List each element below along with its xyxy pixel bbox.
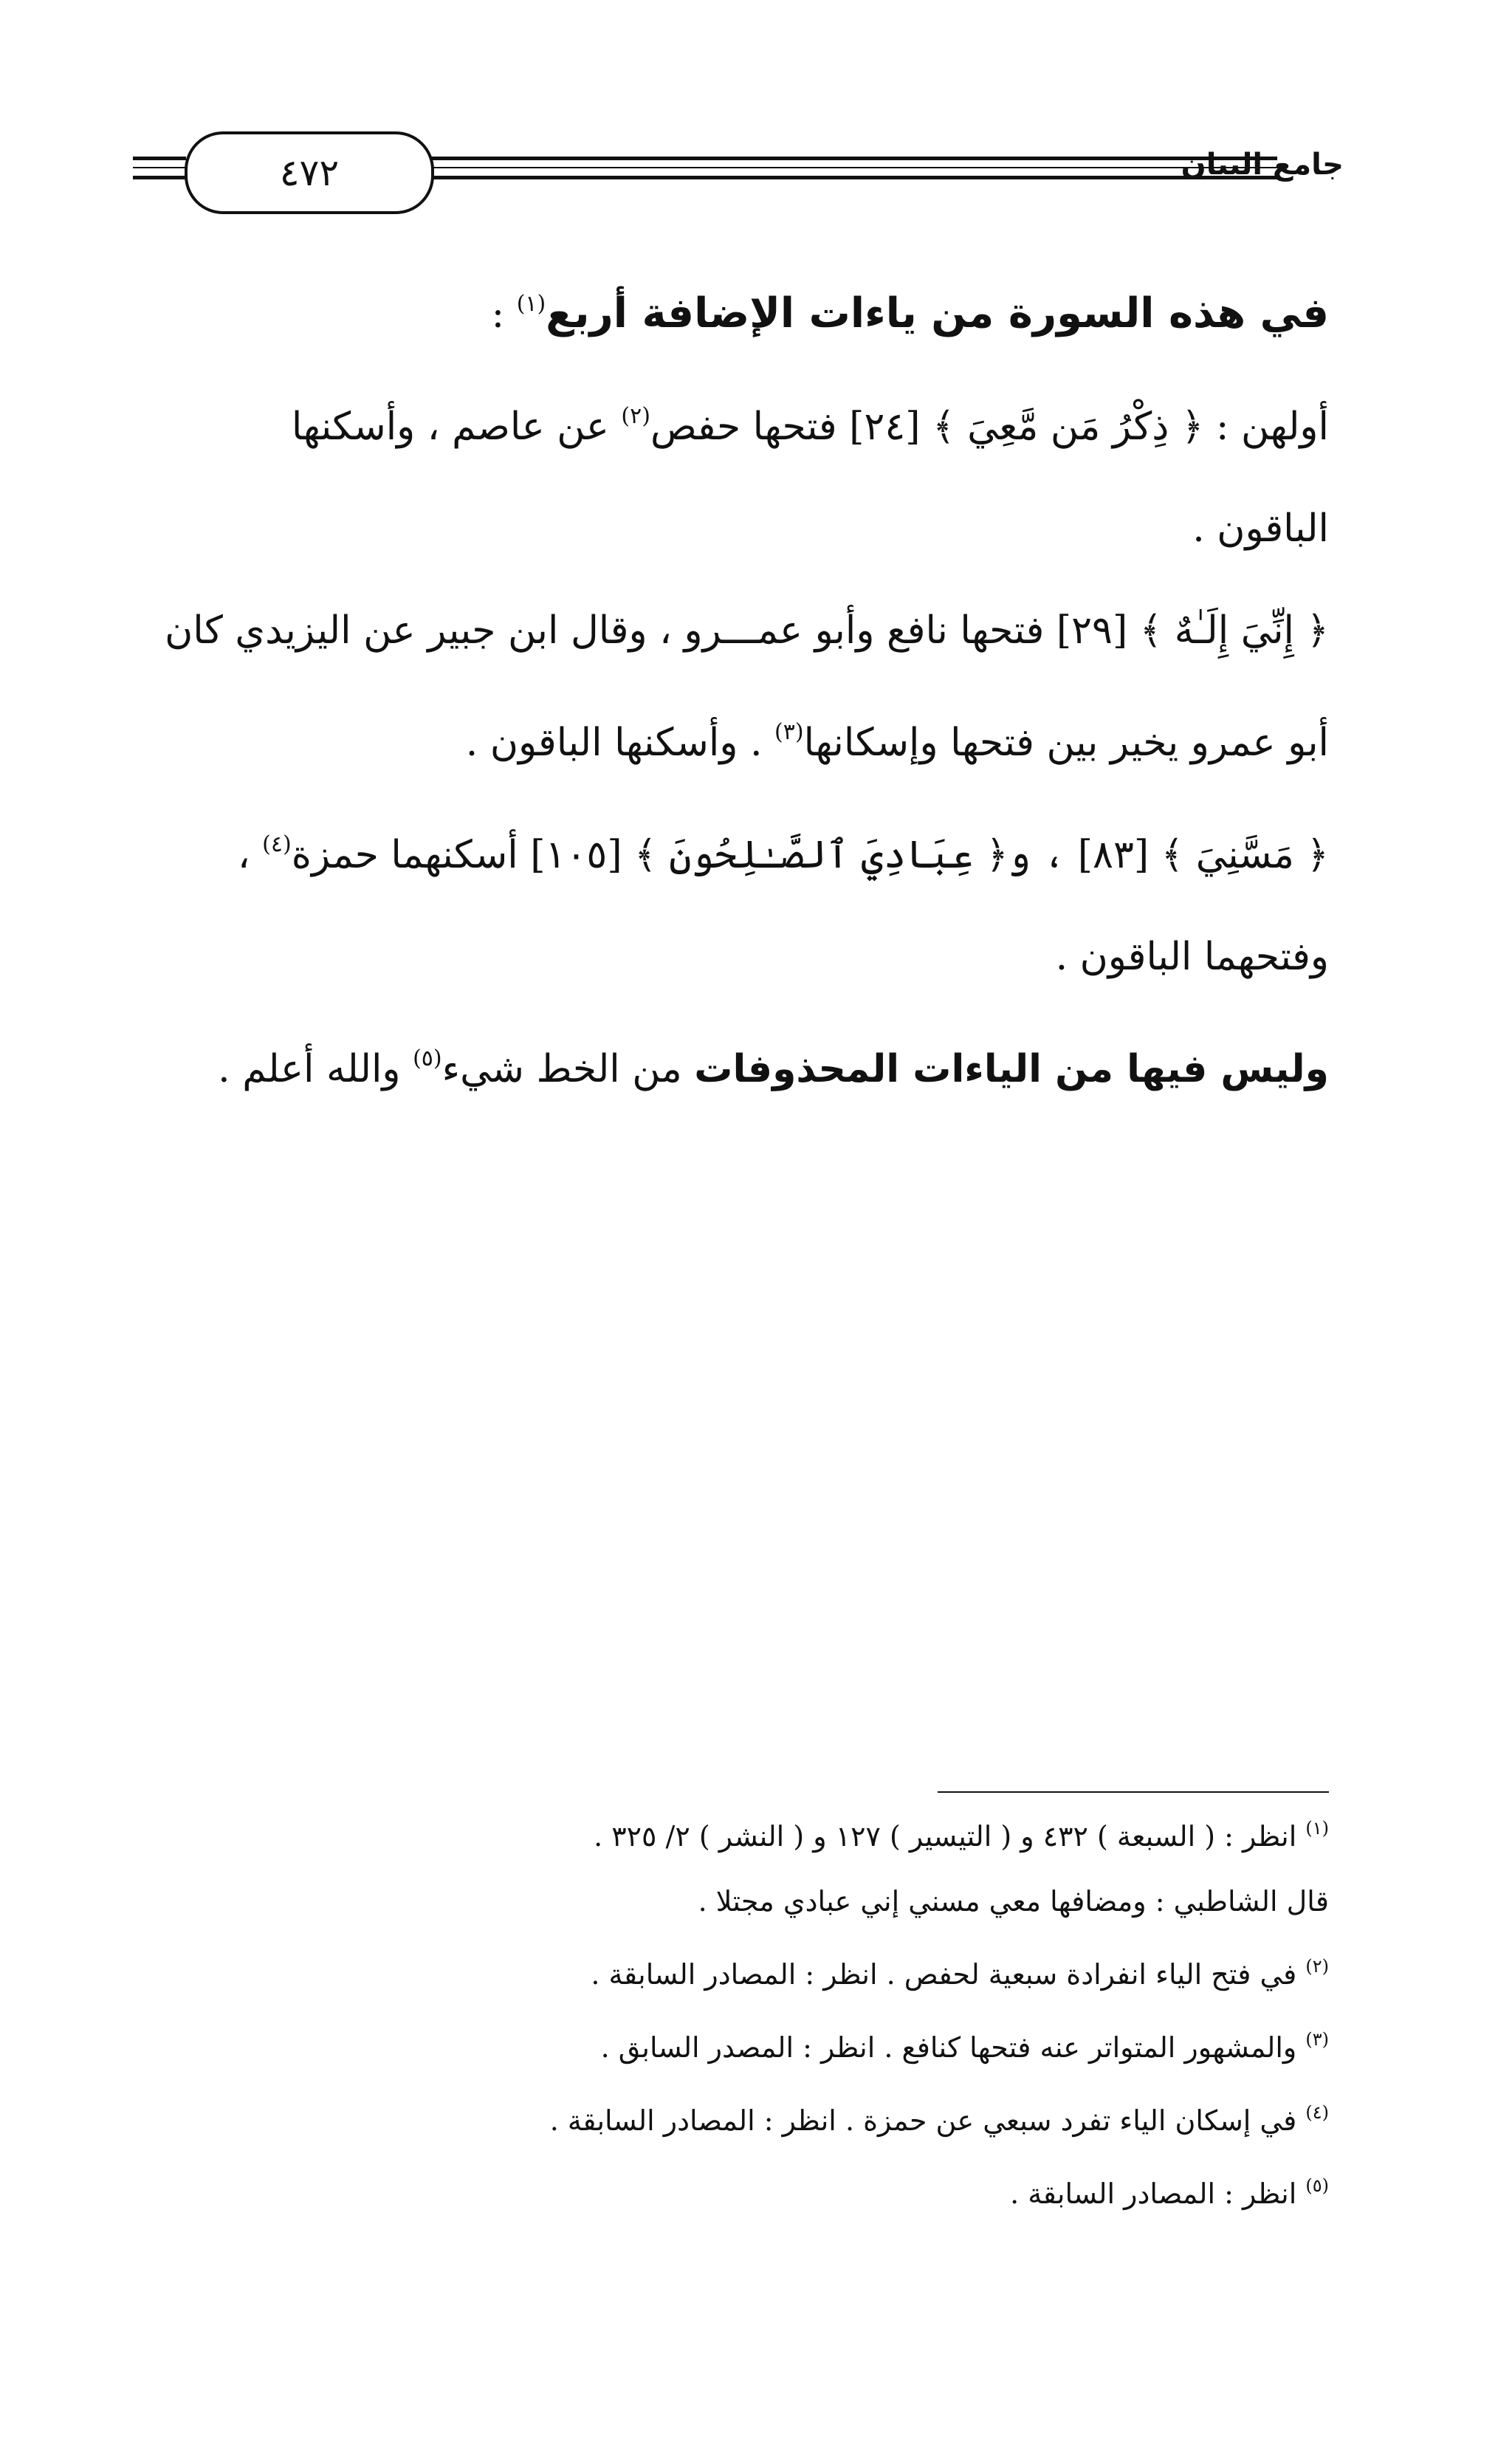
footnote-marker: (٣): [1305, 2029, 1329, 2050]
page-header: [133, 131, 1344, 213]
paragraph-1-line-1: [170, 393, 1329, 450]
footnote-marker: (٥): [1305, 2175, 1329, 2196]
footnote-marker: (٢): [1305, 1956, 1329, 1977]
paragraph-1-line-2: الباقون .: [1192, 507, 1329, 551]
section-heading: [170, 281, 1329, 338]
page-number: ٤٧٢: [185, 131, 434, 214]
header-rule-bottom: [428, 176, 1277, 179]
main-text: [165, 281, 1329, 1147]
header-rule-top: [428, 157, 1277, 160]
heading-end: :: [491, 292, 517, 337]
text: عن عاصم ، وأسكنها: [291, 405, 622, 449]
footnote-1-continuation: [480, 1884, 1329, 1919]
footnote-ref-3: (٣): [774, 719, 804, 745]
running-title: جامع البيان: [1181, 148, 1344, 182]
footnotes: [480, 1810, 1329, 2241]
footnote-4: [480, 2095, 1329, 2138]
text: أبو عمرو يخير بين فتحها وإسكانها: [803, 721, 1329, 765]
closing-line: [170, 1035, 1329, 1093]
paragraph-2-line-2: [170, 709, 1329, 766]
paragraph-2-line-1: ﴿ إِنِّيَ إِلَـٰهٌ ﴾ [٢٩] فتحها نافع وأبو عمـــرو ، وقال ابن جبير عن اليزيدي كان: [165, 608, 1329, 653]
header-rule-left-mid: [133, 167, 186, 168]
footnote-text: والمشهور المتواتر عنه فتحها كنافع . انظر : المصدر السابق .: [600, 2031, 1306, 2064]
footnote-text: انظر : المصادر السابقة .: [1010, 2177, 1306, 2210]
footnote-ref-2: (٢): [621, 403, 650, 429]
footnote-marker: (٤): [1305, 2102, 1329, 2123]
footnote-ref-4: (٤): [262, 831, 292, 857]
footnote-3: [480, 2022, 1329, 2065]
header-rule-mid: [428, 167, 1277, 168]
text: . وأسكنها الباقون .: [465, 721, 775, 765]
footnote-marker: (١): [1305, 1818, 1329, 1839]
footnote-5: [480, 2168, 1329, 2211]
footnote-separator: [938, 1791, 1329, 1793]
footnote-text: في فتح الياء انفرادة سبعية لحفص . انظر : المصادر السابقة .: [591, 1958, 1306, 1991]
paragraph-3-line-1: [170, 821, 1329, 879]
text: من الخط شيء: [441, 1047, 695, 1091]
footnote-ref-1: (١): [516, 291, 546, 317]
text: ﴿ مَسَّنِيَ ﴾ [٨٣] ، و﴿ عِبَادِيَ ٱلصَّـٰلِحُونَ ﴾ [١٠٥] أسكنهما حمزة: [291, 833, 1329, 877]
header-rule-left-bottom: [133, 176, 186, 179]
footnote-text: قال الشاطبي : ومضافها معي مسني إني عبادي مجتلا .: [698, 1885, 1329, 1918]
footnote-2: [480, 1949, 1329, 1992]
closing-bold-text: وليس فيها من الياءات المحذوفات: [694, 1047, 1329, 1091]
text: والله أعلم .: [218, 1047, 413, 1091]
footnote-text: في إسكان الياء تفرد سبعي عن حمزة . انظر : المصادر السابقة .: [549, 2104, 1306, 2137]
header-rule-left: [133, 157, 186, 160]
footnote-ref-5: (٥): [413, 1046, 442, 1071]
text: أولهن : ﴿ ذِكْرُ مَن مَّعِيَ ﴾ [٢٤] فتحها حفص: [650, 405, 1329, 449]
footnote-1: [480, 1810, 1329, 1854]
text: ،: [237, 833, 263, 877]
paragraph-3-line-2: وفتحهما الباقون .: [1055, 935, 1329, 979]
heading-text: في هذه السورة من ياءات الإضافة أربع: [546, 289, 1329, 337]
footnote-text: انظر : ( السبعة ) ٤٣٢ و ( التيسير ) ١٢٧ و ( النشر ) ٢/ ٣٢٥ .: [594, 1820, 1306, 1853]
